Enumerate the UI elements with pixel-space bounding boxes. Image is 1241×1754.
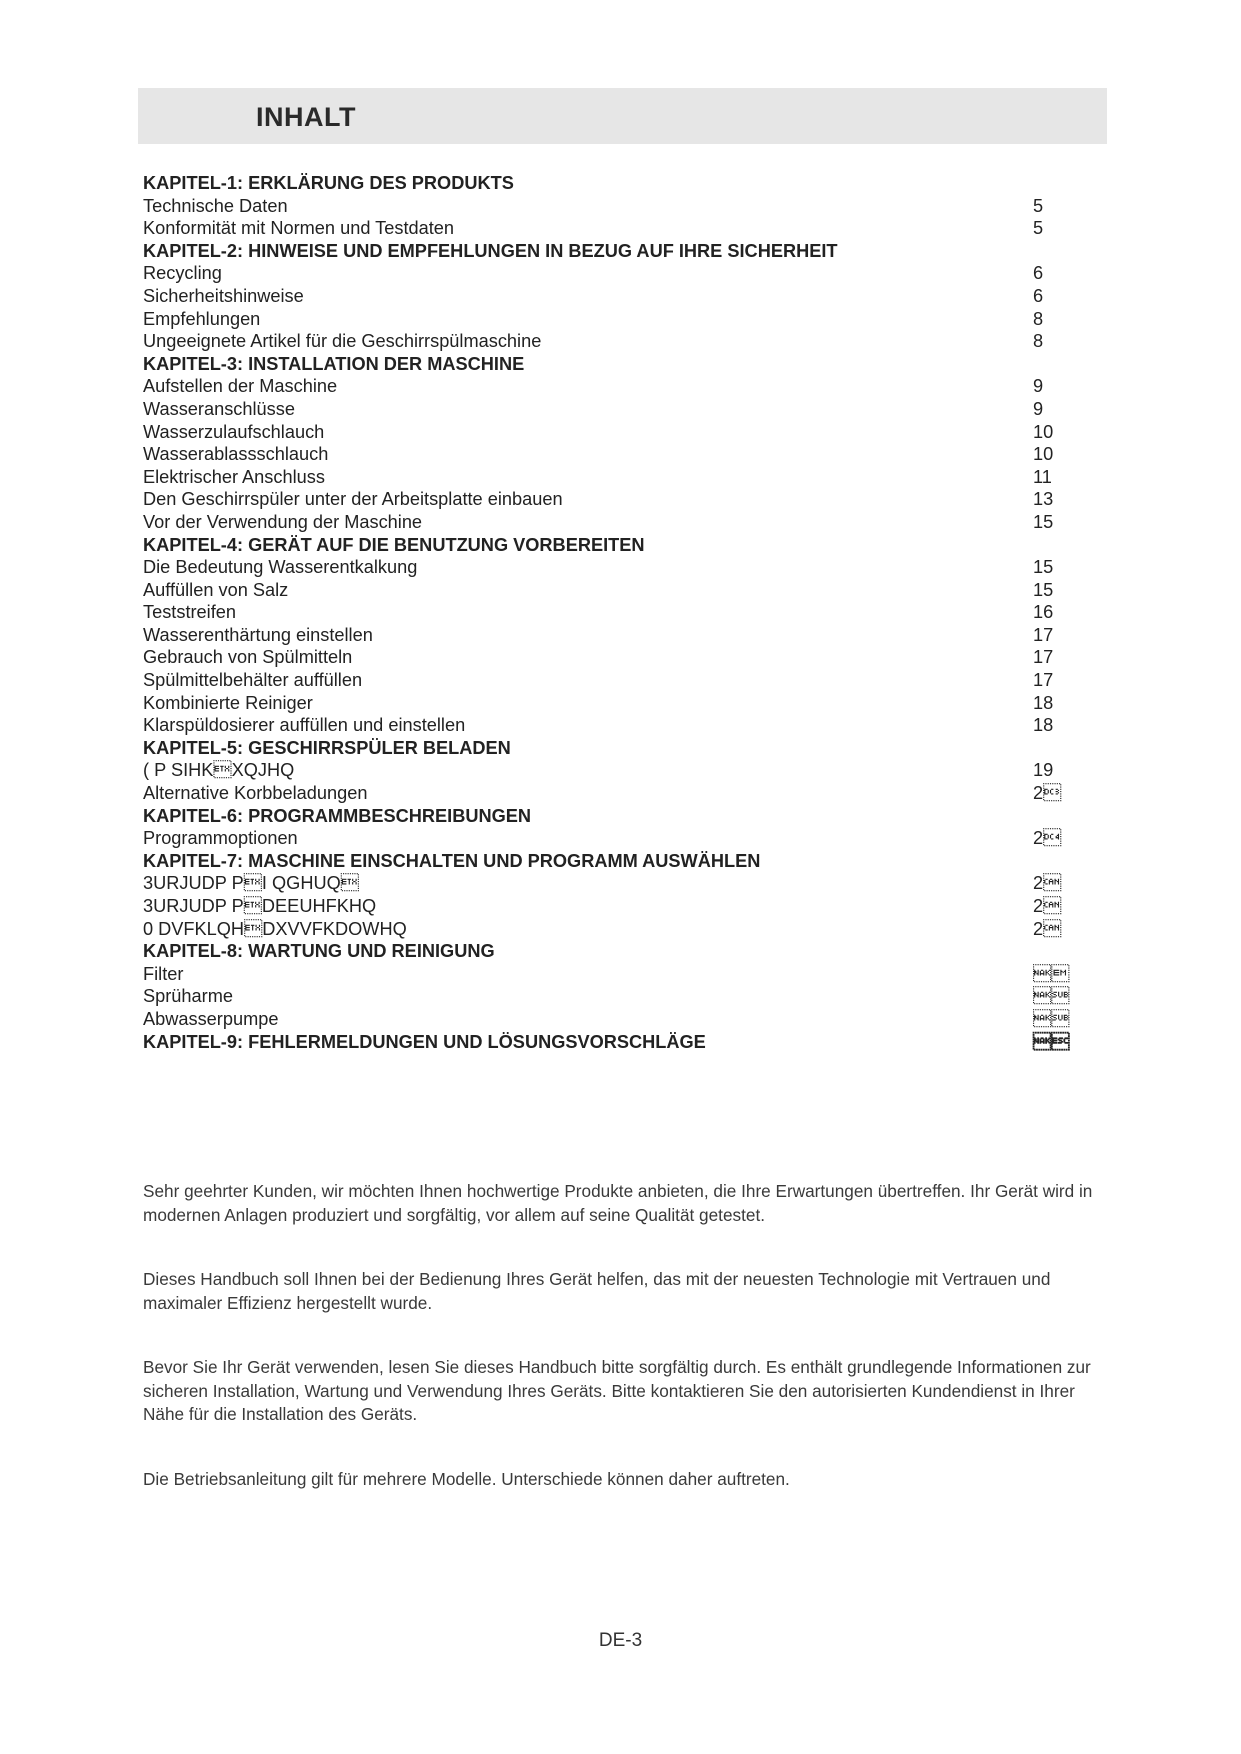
toc-entry[interactable] <box>143 375 1073 398</box>
toc-title: KAPITEL-8: WARTUNG UND REINIGUNG <box>143 941 495 962</box>
toc-entry[interactable] <box>143 195 1073 218</box>
toc-title: Den Geschirrspüler unter der Arbeitsplatte einbauen <box>143 489 563 510</box>
toc-entry[interactable] <box>143 262 1073 285</box>
toc-page-number: 15 <box>1033 511 1054 532</box>
toc-title: Alternative Korbbeladungen <box>143 783 368 804</box>
toc-title: Klarspüldosierer auffüllen und einstellen <box>143 715 466 736</box>
toc-chapter[interactable] <box>143 805 1073 828</box>
toc-chapter[interactable] <box>143 240 1073 263</box>
toc-title: Abwasserpumpe <box>143 1008 279 1029</box>
toc-page-number: 10 <box>1033 444 1054 465</box>
toc-page-number: 5 <box>1033 195 1044 216</box>
toc-entry[interactable] <box>143 601 1073 624</box>
toc-entry[interactable] <box>143 646 1073 669</box>
toc-page-number: 2 <box>1033 783 1062 804</box>
toc-entry[interactable] <box>143 827 1073 850</box>
toc-entry[interactable] <box>143 759 1073 782</box>
toc-entry[interactable] <box>143 285 1073 308</box>
toc-page-number: 18 <box>1033 692 1054 713</box>
toc-title: Gebrauch von Spülmitteln <box>143 647 353 668</box>
toc-title: Empfehlungen <box>143 308 261 329</box>
toc-entry[interactable] <box>143 308 1073 331</box>
toc-title: KAPITEL-6: PROGRAMMBESCHREIBUNGEN <box>143 805 532 826</box>
toc-page-number: 5 <box>1033 218 1044 239</box>
toc-page-number: 6 <box>1033 285 1044 306</box>
header-bar <box>138 88 1107 144</box>
toc-title: Sicherheitshinweise <box>143 285 304 306</box>
toc-entry[interactable] <box>143 985 1073 1008</box>
toc-chapter[interactable] <box>143 1031 1073 1054</box>
toc-chapter[interactable] <box>143 172 1073 195</box>
toc-page-number: 2 <box>1033 873 1062 894</box>
toc-entry[interactable] <box>143 488 1073 511</box>
toc-entry[interactable] <box>143 398 1073 421</box>
toc-title: ( P SIHKXQJHQ <box>143 760 295 781</box>
toc-title: 3URJUDP PI QGHUQ <box>143 873 359 894</box>
toc-title: Teststreifen <box>143 602 236 623</box>
toc-title: Programmoptionen <box>143 828 298 849</box>
toc-title: Wasserzulaufschlauch <box>143 421 325 442</box>
toc-page-number: 2 <box>1033 828 1062 849</box>
toc-page-number: 15 <box>1033 557 1054 578</box>
intro-paragraph: Sehr geehrter Kunden, wir möchten Ihnen hochwertige Produkte anbieten, die Ihre Erwartungen übertreffen. Ihr Gerät wird in modernen Anlagen produziert und sorgfältig, vor allem auf seine Qualität getestet. <box>143 1181 1093 1225</box>
toc-page-number: 2 <box>1033 918 1062 939</box>
toc-chapter[interactable] <box>143 737 1073 760</box>
toc-entry[interactable] <box>143 511 1073 534</box>
toc-page-number: 2 <box>1033 896 1062 916</box>
toc-entry[interactable] <box>143 963 1073 986</box>
intro-text <box>143 1180 1103 1532</box>
toc-title: Aufstellen der Maschine <box>143 376 338 397</box>
toc-page-number: 6 <box>1033 263 1044 284</box>
toc-page-number: 17 <box>1033 647 1054 668</box>
toc-title: Wasseranschlüsse <box>143 398 295 419</box>
toc-page-number: 13 <box>1033 489 1054 510</box>
toc-title: Filter <box>143 963 184 984</box>
toc-page-number:  <box>1033 986 1070 1007</box>
toc-chapter[interactable] <box>143 940 1073 963</box>
toc-page-number: 17 <box>1033 670 1054 691</box>
toc-title: Auffüllen von Salz <box>143 579 289 600</box>
toc-page-number: 16 <box>1033 602 1054 623</box>
toc-entry[interactable] <box>143 714 1073 737</box>
toc-entry[interactable] <box>143 1008 1073 1031</box>
toc-page-number: 11 <box>1033 466 1052 487</box>
toc-entry[interactable] <box>143 443 1073 466</box>
intro-paragraph: Die Betriebsanleitung gilt für mehrere Modelle. Unterschiede können daher auftreten. <box>143 1468 790 1489</box>
toc-entry[interactable] <box>143 217 1073 240</box>
toc-entry[interactable] <box>143 421 1073 444</box>
toc-page-number: 15 <box>1033 579 1054 600</box>
toc-title: Wasserablassschlauch <box>143 444 329 465</box>
toc-chapter[interactable] <box>143 850 1073 873</box>
toc-title: Kombinierte Reiniger <box>143 692 313 713</box>
toc-entry[interactable] <box>143 918 1073 941</box>
toc-page-number: 8 <box>1033 308 1044 329</box>
toc-title: KAPITEL-7: MASCHINE EINSCHALTEN UND PROGRAMM AUSWÄHLEN <box>143 850 761 871</box>
toc-entry[interactable] <box>143 466 1073 489</box>
toc-title: KAPITEL-4: GERÄT AUF DIE BENUTZUNG VORBEREITEN <box>143 534 645 555</box>
toc-title: KAPITEL-3: INSTALLATION DER MASCHINE <box>143 353 525 374</box>
table-of-contents <box>143 172 1073 1053</box>
toc-title: KAPITEL-2: HINWEISE UND EMPFEHLUNGEN IN BEZUG AUF IHRE SICHERHEIT <box>143 240 838 261</box>
toc-title: Sprüharme <box>143 986 233 1007</box>
toc-title: Technische Daten <box>143 195 288 216</box>
toc-title: Recycling <box>143 263 222 284</box>
toc-entry[interactable] <box>143 872 1073 895</box>
toc-title: KAPITEL-5: GESCHIRRSPÜLER BELADEN <box>143 737 511 758</box>
toc-entry[interactable] <box>143 895 1073 918</box>
toc-entry[interactable] <box>143 692 1073 715</box>
toc-page-number: 9 <box>1033 398 1044 419</box>
intro-paragraph: Dieses Handbuch soll Ihnen bei der Bedienung Ihres Gerät helfen, das mit der neuesten Technologie mit Vertrauen und maximaler Effizienz hergestellt wurde. <box>143 1269 1051 1313</box>
toc-entry[interactable] <box>143 624 1073 647</box>
toc-title: Ungeeignete Artikel für die Geschirrspülmaschine <box>143 331 542 352</box>
toc-page-number: 17 <box>1033 624 1054 645</box>
toc-entry[interactable] <box>143 782 1073 805</box>
toc-page-number: 18 <box>1033 715 1054 736</box>
toc-entry[interactable] <box>143 579 1073 602</box>
toc-entry[interactable] <box>143 669 1073 692</box>
toc-title: 0 DVFKLQHDXVVFKDOWHQ <box>143 918 407 939</box>
toc-page-number:  <box>1033 1031 1070 1052</box>
toc-title: KAPITEL-1: ERKLÄRUNG DES PRODUKTS <box>143 173 514 193</box>
toc-page-number: 9 <box>1033 376 1044 397</box>
toc-chapter[interactable] <box>143 534 1073 557</box>
toc-title: Wasserenthärtung einstellen <box>143 624 373 645</box>
toc-title: Konformität mit Normen und Testdaten <box>143 218 455 239</box>
toc-page-number: 10 <box>1033 421 1054 442</box>
toc-title: Die Bedeutung Wasserentkalkung <box>143 557 418 578</box>
intro-paragraph: Bevor Sie Ihr Gerät verwenden, lesen Sie dieses Handbuch bitte sorgfältig durch. Es enthält grundlegende Informationen zur sicheren Installation, Wartung und Verwendung Ihres Geräts. Bitte kontaktieren Sie den autorisierten Kundendienst in Ihrer Nähe für die Installation des Geräts. <box>143 1357 1091 1424</box>
page-number: DE-3 <box>598 1630 643 1651</box>
toc-title: Spülmittelbehälter auffüllen <box>143 670 363 691</box>
toc-entry[interactable] <box>143 330 1073 353</box>
toc-page-number:  <box>1033 963 1070 984</box>
toc-title: KAPITEL-9: FEHLERMELDUNGEN UND LÖSUNGSVORSCHLÄGE <box>143 1031 706 1052</box>
toc-chapter[interactable] <box>143 353 1073 376</box>
toc-page-number: 8 <box>1033 331 1044 352</box>
toc-entry[interactable] <box>143 556 1073 579</box>
toc-page-number:  <box>1033 1008 1070 1029</box>
toc-title: Vor der Verwendung der Maschine <box>143 511 423 532</box>
page-title: INHALT <box>256 102 356 132</box>
toc-page-number: 19 <box>1033 760 1054 781</box>
toc-title: 3URJUDP PDEEUHFKHQ <box>143 896 377 916</box>
toc-title: Elektrischer Anschluss <box>143 466 325 487</box>
